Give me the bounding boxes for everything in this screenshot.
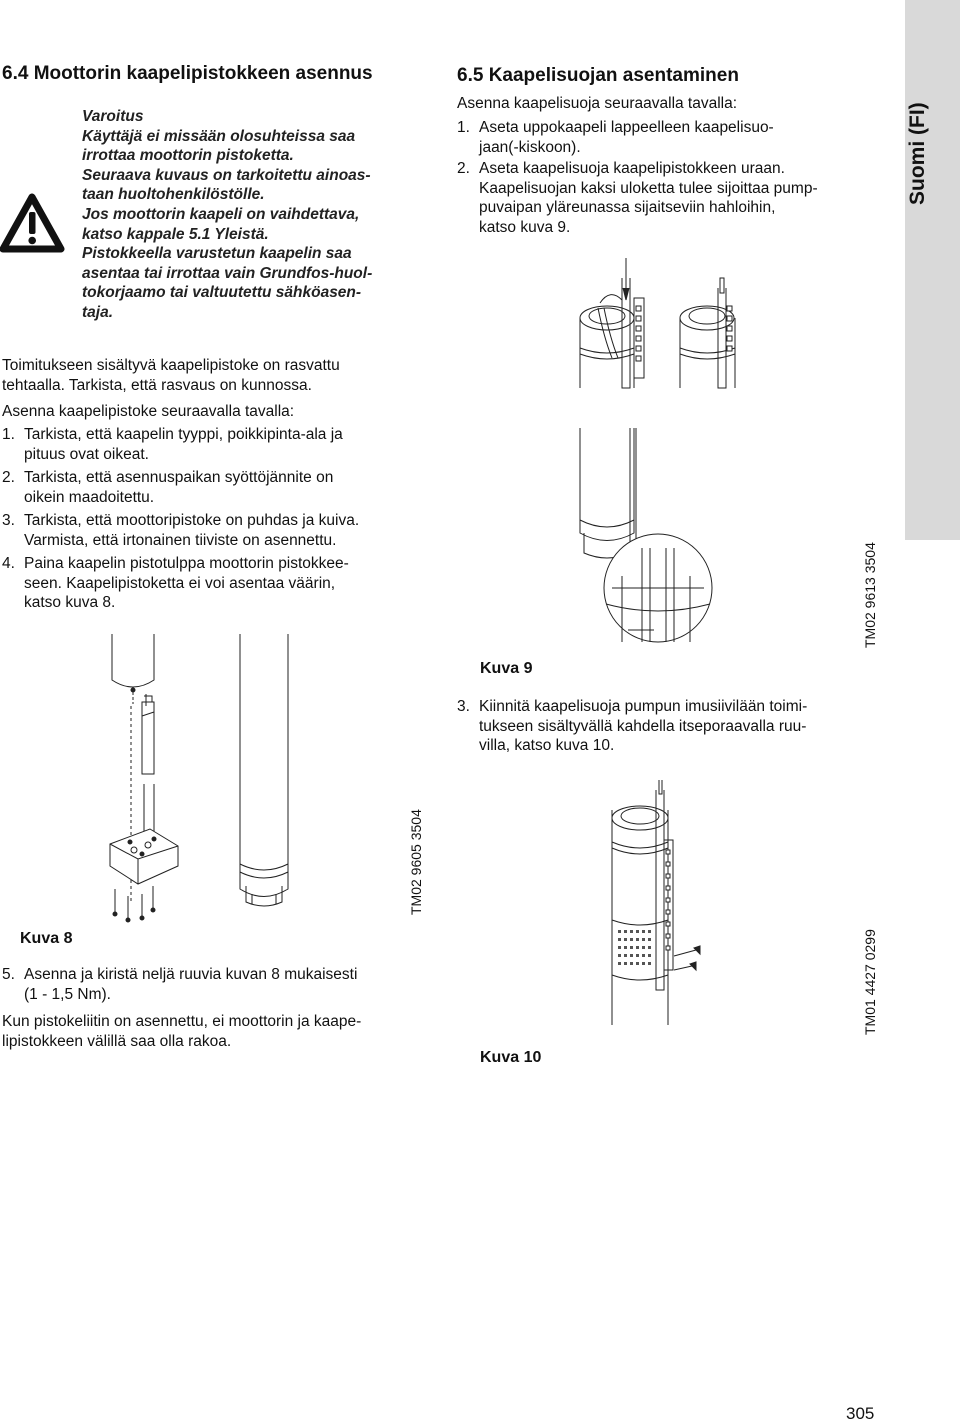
warning-line: taja. [82,303,114,321]
figure-10-tm-code: TM01 4427 0299 [862,929,878,1035]
step-number: 4. [2,555,15,572]
warning-line: Käyttäjä ei missään olosuhteissa saa [82,127,356,145]
step-item [2,965,427,1004]
figure-8-caption: Kuva 8 [20,930,73,947]
warning-line: Pistokkeella varustetun kaapelin saa [82,245,352,263]
warning-line: tokorjaamo tai valtuutettu sähköasen- [82,284,362,302]
step-number: 5. [2,966,15,983]
text-line: Varmista, että irtonainen tiiviste on asennettu. [24,531,337,549]
text-line: Aseta kaapelisuoja kaapelipistokkeen uraan. [479,160,785,177]
text-line: (1 - 1,5 Nm). [24,985,111,1003]
step-list-left [2,425,427,613]
section-heading-6-4: 6.4 Moottorin kaapelipistokkeen asennus [2,63,373,84]
text-line: katso kuva 8. [24,594,116,611]
figure-9-tm-code: TM02 9613 3504 [862,542,878,648]
step-item [457,118,887,157]
step-item [2,468,427,507]
warning-line: katso kappale 5.1 Yleistä. [82,225,269,243]
language-tab [905,0,960,540]
text-line: seen. Kaapelipistoketta ei voi asentaa väärin, [24,574,336,592]
text-line: Toimitukseen sisältyvä kaapelipistoke on rasvattu [2,357,340,374]
page-number: 305 [846,1404,875,1423]
warning-title: Varoitus [82,108,144,125]
figure-8-illustration [90,634,310,924]
text-line: Paina kaapelin pistotulppa moottorin pistokkee- [24,555,349,572]
step-list-right-3 [457,697,887,756]
figure-9-caption: Kuva 9 [480,660,533,677]
warning-line: asentaa tai irrottaa vain Grundfos-huol- [82,264,373,282]
step-item [457,697,887,756]
text-line: tehtaalla. Tarkista, että rasvaus on kunnossa. [2,376,312,394]
step-number: 2. [457,160,470,177]
step-number: 1. [2,426,15,443]
section-heading-6-5: 6.5 Kaapelisuojan asentaminen [457,65,739,86]
text-line: Kun pistokeliitin on asennettu, ei moottorin ja kaape- [2,1013,362,1030]
steps-intro: Asenna kaapelipistoke seuraavalla tavalla: [2,403,295,420]
figure-9-illustration [570,258,750,658]
step-number: 2. [2,469,15,486]
text-line: tukseen sisältyvällä kahdella itseporaavalla ruu- [479,717,807,735]
step-item [2,425,427,464]
step-list-left-5 [2,965,427,1004]
text-line: Kaapelisuojan kaksi uloketta tulee sijoittaa pump- [479,179,818,197]
step-number: 3. [457,698,470,715]
warning-box [82,107,422,323]
text-line: pituus ovat oikeat. [24,445,149,463]
text-line: oikein maadoitettu. [24,488,155,506]
text-line: lipistokkeen välillä saa olla rakoa. [2,1032,232,1050]
step-item [2,511,427,550]
step-number: 3. [2,512,15,529]
text-line: Tarkista, että moottoripistoke on puhdas ja kuiva. [24,512,360,529]
closing-paragraph [2,1012,427,1051]
figure-8-tm-code: TM02 9605 3504 [408,809,424,915]
warning-line: irrottaa moottorin pistoketta. [82,147,294,165]
language-tab-label: Suomi (FI) [906,102,929,205]
figure-10-caption: Kuva 10 [480,1049,542,1066]
intro-paragraph [2,356,427,395]
step-item [457,159,887,237]
warning-line: Jos moottorin kaapeli on vaihdettava, [82,205,360,223]
text-line: Kiinnitä kaapelisuoja pumpun imusiivilään toimi- [479,698,808,715]
figure-10-illustration [600,780,710,1030]
text-line: puvaipan yläreunassa sijaitseviin hahloihin, [479,199,776,216]
text-line: katso kuva 9. [479,218,571,236]
steps-intro: Asenna kaapelisuoja seuraavalla tavalla: [457,95,738,112]
text-line: Tarkista, että kaapelin tyyppi, poikkipinta-ala ja [24,426,343,443]
text-line: Asenna ja kiristä neljä ruuvia kuvan 8 mukaisesti [24,966,358,983]
warning-line: Seuraava kuvaus on tarkoitettu ainoas- [82,166,371,184]
text-line: jaan(-kiskoon). [479,138,581,156]
text-line: Tarkista, että asennuspaikan syöttöjännite on [24,469,334,486]
text-line: villa, katso kuva 10. [479,737,615,754]
warning-triangle-icon [0,193,64,253]
step-number: 1. [457,119,470,136]
warning-line: taan huoltohenkilöstölle. [82,186,265,204]
step-list-right [457,118,887,237]
text-line: Aseta uppokaapeli lappeelleen kaapelisuo- [479,119,774,136]
step-item [2,554,427,613]
